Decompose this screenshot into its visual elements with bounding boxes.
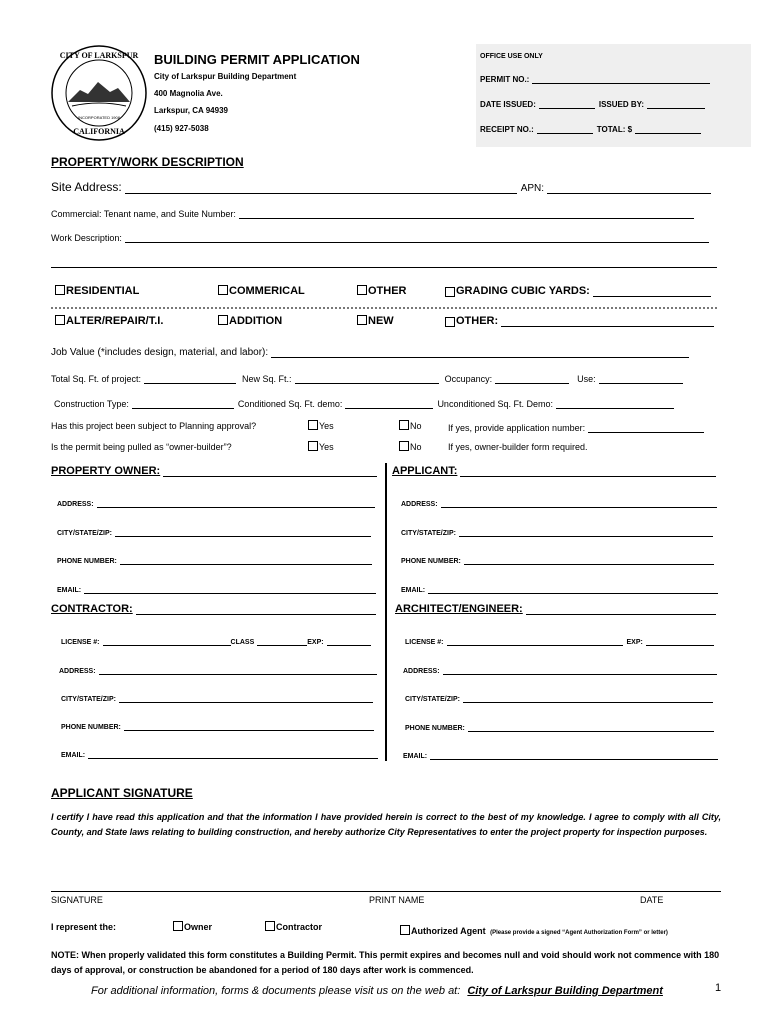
applicant-phone-row: [401, 553, 714, 565]
certification-text: I certify I have read this application and that the information I have provided herein is correct to the best of my knowledge. I agree to comply with all City, County, and State laws relating to building construction, and hereby authorize City Representatives to enter the project property for inspection purposes.: [51, 812, 721, 837]
applicant-phone-label: PHONE NUMBER:: [401, 558, 461, 565]
type-commercial[interactable]: [218, 285, 305, 297]
print-name-label: PRINT NAME: [369, 895, 425, 905]
sqft-row: [51, 372, 683, 384]
alter-label: ALTER/REPAIR/T.I.: [66, 315, 164, 327]
architect-license-row: [405, 634, 714, 646]
contractor-heading-row: [51, 603, 376, 615]
architect-heading: ARCHITECT/ENGINEER:: [395, 603, 523, 615]
owner-builder-yes-label: Yes: [319, 442, 334, 452]
architect-email-field[interactable]: [430, 748, 718, 760]
represent-owner-checkbox[interactable]: [173, 921, 183, 931]
site-address-row: [51, 180, 711, 194]
total-field[interactable]: [635, 122, 701, 134]
date-label: DATE: [640, 895, 664, 905]
residential-label: RESIDENTIAL: [66, 285, 140, 297]
applicant-name-field[interactable]: [460, 465, 716, 477]
addition-checkbox[interactable]: [218, 315, 228, 325]
owner-address-row: [57, 496, 375, 508]
applicant-address-field[interactable]: [441, 496, 717, 508]
applicant-address-row: [401, 496, 717, 508]
commercial-field[interactable]: [239, 207, 694, 219]
work-description-label: Work Description:: [51, 233, 122, 243]
applicant-heading: APPLICANT:: [392, 465, 458, 477]
apn-label: APN:: [520, 183, 545, 194]
represent-contractor-checkbox[interactable]: [265, 921, 275, 931]
owner-email-label: EMAIL:: [57, 587, 82, 594]
owner-name-field[interactable]: [163, 465, 377, 477]
apn-field[interactable]: [547, 182, 711, 194]
contractor-city-field[interactable]: [119, 691, 373, 703]
architect-exp-label: EXP:: [626, 639, 643, 646]
architect-email-label: EMAIL:: [403, 753, 428, 760]
dept-address1: 400 Magnolia Ave.: [154, 89, 223, 98]
owner-heading: PROPERTY OWNER:: [51, 465, 161, 477]
contractor-address-row: [59, 663, 377, 675]
job-value-label: Job Value (*includes design, material, and labor):: [51, 347, 269, 358]
contractor-email-row: [61, 747, 378, 759]
applicant-email-label: EMAIL:: [401, 587, 426, 594]
addition-label: ADDITION: [229, 315, 283, 327]
applicant-city-field[interactable]: [459, 525, 713, 537]
contractor-class-field[interactable]: [257, 634, 307, 646]
footer-info-row: [91, 985, 663, 997]
planning-yes-checkbox[interactable]: [308, 420, 318, 430]
use-label: Use:: [577, 374, 596, 384]
contractor-city-row: [61, 691, 373, 703]
residential-checkbox[interactable]: [55, 285, 65, 295]
column-divider: [385, 463, 387, 761]
architect-heading-row: [395, 603, 716, 615]
architect-phone-field[interactable]: [468, 720, 714, 732]
contractor-class-label: CLASS: [230, 639, 255, 646]
construction-type-field[interactable]: [132, 397, 234, 409]
new-sqft-field[interactable]: [295, 372, 439, 384]
unconditioned-field[interactable]: [556, 397, 674, 409]
grading-label: GRADING CUBIC YARDS:: [456, 285, 590, 297]
city-seal-logo: [50, 44, 148, 142]
planning-yes-label: Yes: [319, 421, 334, 431]
type-alter[interactable]: [55, 315, 163, 327]
architect-email-row: [403, 748, 718, 760]
applicant-address-label: ADDRESS:: [401, 501, 438, 508]
owner-address-label: ADDRESS:: [57, 501, 94, 508]
applicant-email-field[interactable]: [428, 582, 718, 594]
owner-builder-question: Is the permit being pulled as “owner-builder”?: [51, 442, 232, 452]
contractor-email-field[interactable]: [88, 747, 378, 759]
contractor-city-label: CITY/STATE/ZIP:: [61, 696, 116, 703]
planning-no-checkbox[interactable]: [399, 420, 409, 430]
conditioned-label: Conditioned Sq. Ft. demo:: [237, 399, 343, 409]
represent-agent[interactable]: [400, 921, 668, 939]
contractor-exp-label: EXP:: [307, 639, 324, 646]
represent-owner[interactable]: [173, 921, 212, 932]
owner-builder-yes-checkbox[interactable]: [308, 441, 318, 451]
dept-address2: Larkspur, CA 94939: [154, 106, 228, 115]
contractor-license-field[interactable]: [103, 634, 231, 646]
permit-no-field[interactable]: [532, 72, 710, 84]
other2-field[interactable]: [501, 315, 714, 327]
owner-phone-label: PHONE NUMBER:: [57, 558, 117, 565]
construction-row: [54, 397, 674, 409]
applicant-email-row: [401, 582, 718, 594]
applicant-city-row: [401, 525, 713, 537]
issued-by-label: ISSUED BY:: [598, 100, 645, 109]
work-description-line-2[interactable]: [51, 267, 717, 268]
permit-note: NOTE: When properly validated this form constitutes a Building Permit. This permit expires and becomes null and void should work not commence with 180 days of approval, or construction be abandoned for a period of 180 days after work is commenced.: [51, 950, 720, 975]
permit-no-label: PERMIT NO.:: [480, 75, 530, 84]
owner-email-row: [57, 582, 376, 594]
other-label: OTHER: [368, 285, 407, 297]
signature-heading: APPLICANT SIGNATURE: [51, 786, 193, 800]
svg-text:INCORPORATED 1908: INCORPORATED 1908: [78, 115, 120, 120]
page-title: BUILDING PERMIT APPLICATION: [154, 52, 360, 67]
represent-owner-label: Owner: [184, 922, 213, 932]
type-grading[interactable]: [445, 285, 711, 297]
architect-city-field[interactable]: [463, 691, 713, 703]
office-use-title: OFFICE USE ONLY: [480, 53, 543, 60]
occupancy-field[interactable]: [495, 372, 569, 384]
architect-address-label: ADDRESS:: [403, 668, 440, 675]
office-use-box: [476, 44, 751, 147]
represent-agent-checkbox[interactable]: [400, 925, 410, 935]
contractor-email-label: EMAIL:: [61, 752, 86, 759]
type-divider: [51, 307, 717, 309]
architect-city-row: [405, 691, 713, 703]
job-value-field[interactable]: [271, 346, 689, 358]
applicant-phone-field[interactable]: [464, 553, 714, 565]
dept-phone: (415) 927-5038: [154, 124, 209, 133]
owner-builder-note: If yes, owner-builder form required.: [448, 442, 588, 452]
contractor-license-row: [61, 634, 371, 646]
construction-type-label: Construction Type:: [54, 399, 129, 409]
architect-address-row: [403, 663, 717, 675]
architect-city-label: CITY/STATE/ZIP:: [405, 696, 460, 703]
conditioned-field[interactable]: [345, 397, 433, 409]
property-heading: PROPERTY/WORK DESCRIPTION: [51, 155, 244, 169]
contractor-exp-field[interactable]: [327, 634, 371, 646]
total-sqft-label: Total Sq. Ft. of project:: [51, 374, 142, 384]
other2-checkbox[interactable]: [445, 317, 455, 327]
grading-field[interactable]: [593, 285, 711, 297]
total-sqft-field[interactable]: [144, 372, 236, 384]
owner-city-field[interactable]: [115, 525, 371, 537]
applicant-heading-row: [392, 465, 716, 477]
job-value-row: [51, 346, 689, 358]
planning-app-row: [448, 421, 704, 433]
total-label: TOTAL: $: [596, 125, 633, 134]
represent-contractor[interactable]: [265, 921, 322, 932]
owner-builder-no-checkbox[interactable]: [399, 441, 409, 451]
grading-checkbox[interactable]: [445, 287, 455, 297]
permit-no-row: [480, 72, 710, 84]
new-checkbox[interactable]: [357, 315, 367, 325]
commercial-row: [51, 207, 694, 219]
website-link[interactable]: City of Larkspur Building Department: [467, 985, 663, 997]
other-checkbox[interactable]: [357, 285, 367, 295]
owner-builder-no[interactable]: [399, 441, 422, 452]
contractor-phone-label: PHONE NUMBER:: [61, 724, 121, 731]
owner-builder-yes[interactable]: [308, 441, 334, 452]
occupancy-label: Occupancy:: [444, 374, 493, 384]
alter-checkbox[interactable]: [55, 315, 65, 325]
contractor-phone-row: [61, 719, 374, 731]
owner-heading-row: [51, 465, 377, 477]
architect-address-field[interactable]: [443, 663, 717, 675]
use-field[interactable]: [599, 372, 683, 384]
planning-question: Has this project been subject to Planning approval?: [51, 421, 257, 431]
planning-no[interactable]: [399, 420, 422, 431]
architect-phone-label: PHONE NUMBER:: [405, 725, 465, 732]
architect-name-field[interactable]: [526, 603, 716, 615]
footer-info: For additional information, forms & documents please visit us on the web at:: [91, 985, 461, 997]
date-issued-field[interactable]: [539, 97, 595, 109]
new-sqft-label: New Sq. Ft.:: [242, 374, 292, 384]
dept-name: City of Larkspur Building Department: [154, 72, 297, 81]
contractor-heading: CONTRACTOR:: [51, 603, 133, 615]
architect-license-field[interactable]: [447, 634, 623, 646]
planning-yes[interactable]: [308, 420, 334, 431]
architect-exp-field[interactable]: [646, 634, 714, 646]
type-addition[interactable]: [218, 315, 282, 327]
site-address-label: Site Address:: [51, 180, 122, 194]
type-other2[interactable]: [445, 315, 714, 327]
signature-line[interactable]: [51, 891, 721, 892]
receipt-row: [480, 122, 701, 134]
site-address-field[interactable]: [125, 182, 517, 194]
commercial-checkbox[interactable]: [218, 285, 228, 295]
other2-label: OTHER:: [456, 315, 499, 327]
receipt-no-label: RECEIPT NO.:: [480, 125, 534, 134]
type-other[interactable]: [357, 285, 407, 297]
date-issued-row: [480, 97, 705, 109]
commercial-label: Commercial: Tenant name, and Suite Number:: [51, 209, 236, 219]
owner-email-field[interactable]: [84, 582, 376, 594]
svg-text:CITY OF LARKSPUR: CITY OF LARKSPUR: [59, 51, 139, 60]
planning-note-label: If yes, provide application number:: [448, 423, 586, 433]
owner-city-label: CITY/STATE/ZIP:: [57, 530, 112, 537]
contractor-address-label: ADDRESS:: [59, 668, 96, 675]
unconditioned-label: Unconditioned Sq. Ft. Demo:: [437, 399, 553, 409]
represent-contractor-label: Contractor: [276, 922, 323, 932]
architect-license-label: LICENSE #:: [405, 639, 444, 646]
owner-builder-no-label: No: [410, 442, 422, 452]
contractor-license-label: LICENSE #:: [61, 639, 100, 646]
agent-note: (Please provide a signed “Agent Authorization Form” or letter): [490, 930, 668, 936]
contractor-name-field[interactable]: [136, 603, 376, 615]
receipt-no-field[interactable]: [537, 122, 593, 134]
issued-by-field[interactable]: [647, 97, 705, 109]
signature-label: SIGNATURE: [51, 895, 103, 905]
applicant-city-label: CITY/STATE/ZIP:: [401, 530, 456, 537]
owner-phone-row: [57, 553, 372, 565]
work-description-field[interactable]: [125, 231, 709, 243]
owner-city-row: [57, 525, 371, 537]
commercial-label: COMMERICAL: [229, 285, 305, 297]
type-new[interactable]: [357, 315, 394, 327]
owner-address-field[interactable]: [97, 496, 375, 508]
date-issued-label: DATE ISSUED:: [480, 100, 536, 109]
page-number: 1: [715, 982, 722, 994]
work-description-row: [51, 231, 709, 243]
contractor-address-field[interactable]: [99, 663, 377, 675]
planning-no-label: No: [410, 421, 422, 431]
owner-phone-field[interactable]: [120, 553, 372, 565]
represent-agent-label: Authorized Agent: [411, 926, 486, 936]
represent-label: I represent the:: [51, 922, 117, 932]
svg-text:CALIFORNIA: CALIFORNIA: [73, 127, 125, 136]
contractor-phone-field[interactable]: [124, 719, 374, 731]
architect-phone-row: [405, 720, 714, 732]
type-residential[interactable]: [55, 285, 139, 297]
new-label: NEW: [368, 315, 394, 327]
planning-app-number-field[interactable]: [588, 421, 704, 433]
